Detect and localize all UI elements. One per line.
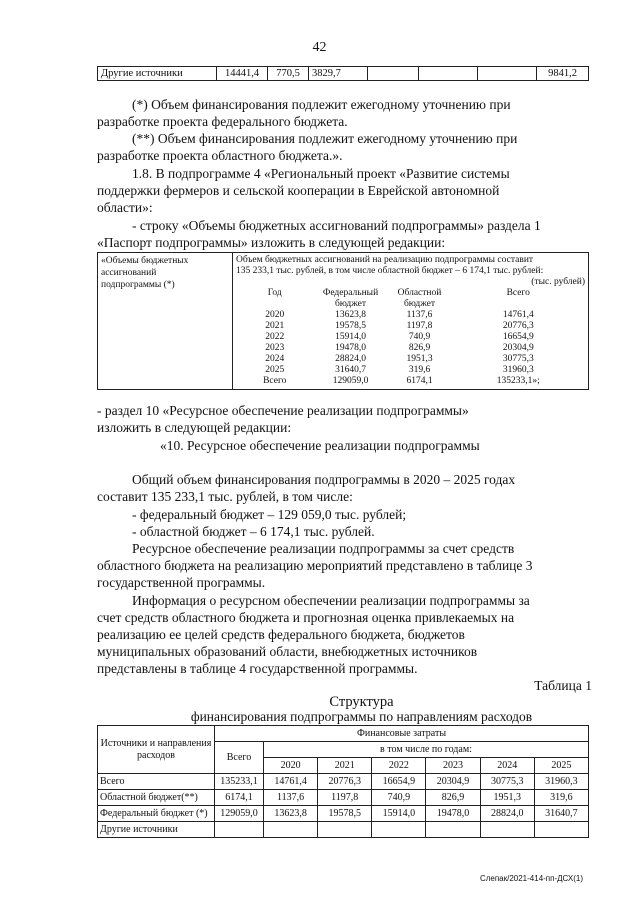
- header-sources: Источники и направления расходов: [98, 726, 215, 774]
- paragraph-info-cont: счет средств областного бюджета и прогнозная оценка привлекаемых на: [97, 610, 515, 625]
- table-cell: 15914,0: [372, 806, 426, 822]
- paragraph-1-8: 1.8. В подпрограмме 4 «Региональный проект «Развитие системы: [132, 166, 510, 181]
- header-cell: Областной бюджет: [397, 288, 442, 309]
- table-row: [236, 288, 585, 310]
- table-row: [98, 774, 589, 790]
- table-cell: 28824,0: [335, 354, 366, 364]
- table-row: [236, 310, 585, 321]
- table-cell: 19478,0: [335, 343, 366, 353]
- table-row: [236, 354, 585, 365]
- table-row: [98, 822, 589, 838]
- table-cell: 31640,7: [534, 806, 588, 822]
- table-cell: 19578,5: [335, 321, 366, 331]
- table-continuation: [97, 66, 589, 81]
- table-row: [98, 253, 589, 390]
- table-cell: 14761,4: [264, 774, 318, 790]
- table-cell: 129059,0: [215, 806, 264, 822]
- structure-table: [97, 725, 589, 838]
- table-cell: 19578,5: [318, 806, 372, 822]
- table-cell: 1137,6: [406, 310, 433, 320]
- table-cell: [372, 822, 426, 838]
- passport-inner-table: [236, 288, 585, 387]
- table-row: [236, 321, 585, 332]
- passport-intro: Объем бюджетных ассигнований на реализацию подпрограммы составит: [236, 255, 534, 265]
- table-cell: 1197,8: [318, 790, 372, 806]
- table-cell: 826,9: [408, 343, 431, 353]
- note-federal: (*) Объем финансирования подлежит ежегодному уточнению при: [132, 97, 511, 112]
- table-cell: 16654,9: [372, 774, 426, 790]
- table-title: Структура: [329, 694, 394, 710]
- row-label: Всего: [98, 774, 215, 790]
- table-cell: 740,9: [408, 332, 431, 342]
- footer-reference: Слепак/2021-414-пп-ДСХ(1): [479, 874, 583, 883]
- paragraph-info-cont2: реализацию ее целей средств федерального бюджета, бюджетов: [97, 627, 465, 642]
- table-row: [98, 726, 589, 742]
- table-cell: 826,9: [426, 790, 480, 806]
- header-year: 2022: [372, 758, 426, 774]
- table-row: [236, 343, 585, 354]
- table-cell: 2021: [265, 321, 285, 331]
- table-cell: 740,9: [372, 790, 426, 806]
- table-cell: 20304,9: [502, 343, 534, 353]
- table-cell: [215, 822, 264, 838]
- table-cell: [480, 822, 534, 838]
- paragraph-info: Информация о ресурсном обеспечении реализации подпрограммы за: [132, 593, 530, 608]
- table-cell: 14441,4: [217, 67, 268, 81]
- note-regional: (**) Объем финансирования подлежит ежегодному уточнению при: [132, 131, 518, 146]
- table-row: [236, 365, 585, 376]
- note-federal-cont: разработке проекта федерального бюджета.: [97, 114, 348, 129]
- table-cell: [426, 822, 480, 838]
- paragraph-resources: Ресурсное обеспечение реализации подпрограммы за счет средств: [132, 541, 515, 556]
- paragraph-info-cont3: муниципальных образований области, внебюджетных источников: [97, 644, 478, 659]
- table-cell: [534, 822, 588, 838]
- table-cell: 319,6: [408, 365, 431, 375]
- passport-label-line: подпрограммы (*): [101, 280, 175, 290]
- table-cell: [264, 822, 318, 838]
- note-regional-cont: разработке проекта областного бюджета.».: [97, 148, 343, 163]
- table-cell: [478, 67, 537, 81]
- table-cell: 30775,3: [480, 774, 534, 790]
- paragraph-resources-cont2: государственной программы.: [97, 575, 266, 590]
- table-cell: 2022: [265, 332, 285, 342]
- section-heading: «10. Ресурсное обеспечение реализации подпрограммы: [160, 438, 480, 453]
- table-cell: 3829,7: [309, 67, 368, 81]
- header-cell: Федеральный бюджет: [322, 288, 379, 309]
- table-cell: 135233,1: [215, 774, 264, 790]
- table-cell: 6174,1: [215, 790, 264, 806]
- paragraph-section10-cont: изложить в следующей редакции:: [97, 420, 292, 435]
- header-costs: Финансовые затраты: [215, 726, 589, 742]
- table-cell: 1137,6: [264, 790, 318, 806]
- passport-unit: (тыс. рублей): [531, 277, 585, 287]
- paragraph-resources-cont: областного бюджета на реализацию мероприятий представлено в таблице 3: [97, 558, 533, 573]
- paragraph-info-cont4: представлены в таблице 4 государственной программы.: [97, 661, 418, 676]
- row-label: Другие источники: [98, 822, 215, 838]
- header-year: 2023: [426, 758, 480, 774]
- table-title-cont: финансирования подпрограммы по направлениям расходов: [190, 709, 533, 724]
- table-cell: 135233,1»;: [496, 376, 540, 386]
- table-cell: 31960,3: [502, 365, 534, 375]
- table-row: [236, 332, 585, 343]
- table-cell: 20304,9: [426, 774, 480, 790]
- page-number: 42: [312, 40, 327, 55]
- paragraph-section10: - раздел 10 «Ресурсное обеспечение реализации подпрограммы»: [97, 403, 469, 418]
- table-cell: 31960,3: [534, 774, 588, 790]
- paragraph-total-cont: составит 135 233,1 тыс. рублей, в том числе:: [97, 489, 353, 504]
- table-cell: 2024: [265, 354, 285, 364]
- passport-table: [97, 252, 589, 390]
- header-year: 2024: [480, 758, 534, 774]
- passport-label: [98, 253, 233, 390]
- header-cell: Всего: [506, 288, 530, 298]
- table-cell: Другие источники: [98, 67, 217, 81]
- table-cell: 1951,3: [480, 790, 534, 806]
- table-cell: 2020: [265, 310, 285, 320]
- table-cell: 28824,0: [480, 806, 534, 822]
- table-cell: 6174,1: [406, 376, 433, 386]
- table-cell: 30775,3: [502, 354, 534, 364]
- paragraph-total: Общий объем финансирования подпрограммы в 2020 – 2025 годах: [132, 472, 516, 487]
- passport-content: [233, 253, 589, 390]
- table-row: [98, 790, 589, 806]
- paragraph-row-change: - строку «Объемы бюджетных ассигнований подпрограммы» раздела 1: [132, 218, 541, 233]
- header-cell: Год: [267, 288, 282, 298]
- header-year: 2020: [264, 758, 318, 774]
- header-year: 2025: [534, 758, 588, 774]
- table-cell: 1951,3: [406, 354, 433, 364]
- passport-label-line: «Объемы бюджетных: [101, 256, 189, 266]
- row-label: Федеральный бюджет (*): [98, 806, 215, 822]
- table-cell: 20776,3: [502, 321, 534, 331]
- table-cell: 20776,3: [318, 774, 372, 790]
- table-row: [98, 806, 589, 822]
- header-years: в том числе по годам:: [264, 742, 589, 758]
- table-cell: 2025: [265, 365, 285, 375]
- table-cell: 15914,0: [335, 332, 366, 342]
- paragraph-row-change-cont: «Паспорт подпрограммы» изложить в следующей редакции:: [97, 235, 446, 250]
- table-cell: 319,6: [534, 790, 588, 806]
- header-year: 2021: [318, 758, 372, 774]
- table-cell: [318, 822, 372, 838]
- table-cell: Всего: [263, 376, 287, 386]
- table-cell: 9841,2: [537, 67, 589, 81]
- table-cell: 19478,0: [426, 806, 480, 822]
- table-cell: 13623,8: [264, 806, 318, 822]
- table-cell: [368, 67, 419, 81]
- table-cell: 14761,4: [502, 310, 534, 320]
- table-cell: 2023: [265, 343, 285, 353]
- header-total: Всего: [215, 742, 264, 774]
- passport-label-line: ассигнований: [101, 268, 157, 278]
- table-cell: 1197,8: [406, 321, 433, 331]
- table-label: Таблица 1: [534, 678, 592, 693]
- paragraph-1-8-cont: поддержки фермеров и сельской кооперации в Еврейской автономной: [97, 183, 500, 198]
- item-federal: - федеральный бюджет – 129 059,0 тыс. рублей;: [132, 507, 407, 522]
- passport-intro: 135 233,1 тыс. рублей, в том числе областной бюджет – 6 174,1 тыс. рублей:: [236, 266, 544, 276]
- table-cell: 13623,8: [335, 310, 366, 320]
- row-label: Областной бюджет(**): [98, 790, 215, 806]
- table-row: [98, 67, 589, 81]
- table-cell: 31640,7: [335, 365, 366, 375]
- table-row: [236, 376, 585, 387]
- item-regional: - областной бюджет – 6 174,1 тыс. рублей.: [132, 524, 375, 539]
- table-cell: 16654,9: [502, 332, 534, 342]
- table-cell: 129059,0: [332, 376, 369, 386]
- table-cell: 770,5: [268, 67, 309, 81]
- paragraph-1-8-cont2: области»:: [97, 200, 153, 215]
- table-cell: [419, 67, 478, 81]
